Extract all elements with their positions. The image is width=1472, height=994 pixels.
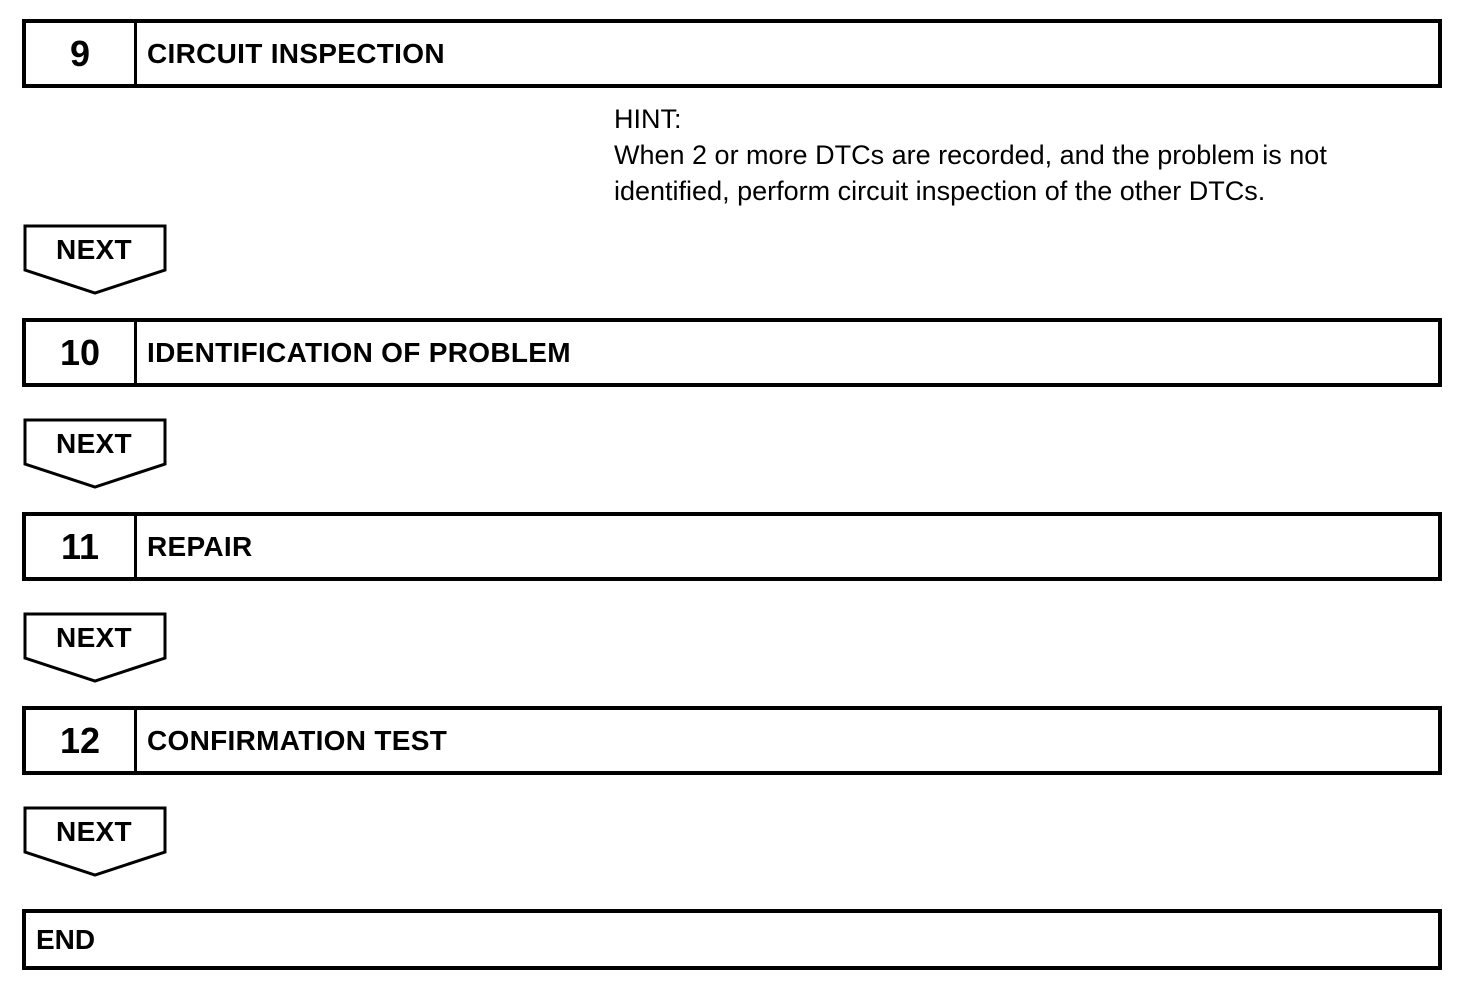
- hint-heading: HINT:: [614, 104, 682, 134]
- step-title: REPAIR: [147, 530, 253, 562]
- next-label: NEXT: [56, 428, 132, 459]
- hint-line-2: identified, perform circuit inspection of the other DTCs.: [614, 176, 1266, 206]
- end-box: END: [22, 909, 1442, 970]
- next-arrow-2: [23, 418, 167, 490]
- next-arrow-1: [23, 224, 167, 296]
- next-label: NEXT: [56, 234, 132, 265]
- step-box-12: [22, 706, 1442, 775]
- step-title: IDENTIFICATION OF PROBLEM: [147, 336, 571, 368]
- next-arrow-3: [23, 612, 167, 684]
- hint-note: [614, 101, 1327, 209]
- step-number: 11: [26, 516, 137, 577]
- hint-line-1: When 2 or more DTCs are recorded, and the problem is not: [614, 140, 1327, 170]
- step-number: 12: [26, 710, 137, 771]
- step-number: 9: [26, 23, 137, 84]
- step-box-11: [22, 512, 1442, 581]
- step-box-10: [22, 318, 1442, 387]
- step-title: CIRCUIT INSPECTION: [147, 37, 445, 69]
- next-label: NEXT: [56, 622, 132, 653]
- next-label: NEXT: [56, 816, 132, 847]
- step-title: CONFIRMATION TEST: [147, 724, 448, 756]
- step-box-9: [22, 19, 1442, 88]
- next-arrow-4: [23, 806, 167, 878]
- step-number: 10: [26, 322, 137, 383]
